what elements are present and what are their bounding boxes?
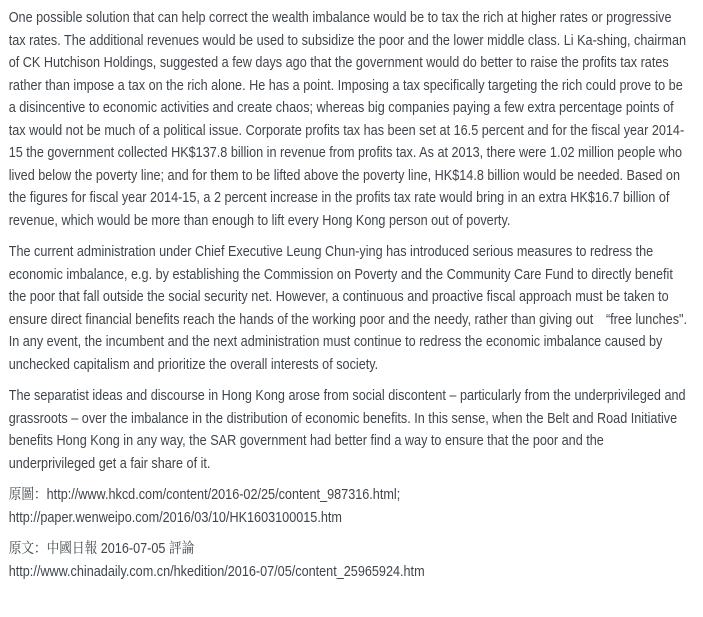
source-text-url-chinadaily: http://www.chinadaily.com.cn/hkedition/2016-07/05/content_25965924.htm [8,563,425,580]
source-original-text-block [9,538,691,583]
source-text-reference: 中國日報 2016-07-05 評論 [46,541,195,557]
source-original-image-block [9,484,691,529]
paragraph-tax-solution: One possible solution that can help correct the wealth imbalance would be to tax the rich at higher rates or progressive tax rates. The additional revenues would be used to subsidize the poor and the lower middle class. Li Ka-shing, chairman of CK Hutchison Holdings, suggested a few days ago that the government would do better to raise the profits tax rates rather than impose a tax on the rich alone. He has a point. Imposing a tax specifically targeting the rich could prove to be a disincentive to economic activities and create chaos; whereas big companies paying a few extra percentage points of tax would not be much of a political issue. Corporate profits tax has been set at 16.5 percent and for the fiscal year 2014-15 the government collected HK$137.8 billion in revenue from profits tax. As at 2013, there were 1.02 million people who lived below the poverty line; and for them to be lifted above the poverty line, HK$14.8 billion would be needed. Based on the figures for fiscal year 2014-15, a 2 percent increase in the profits tax rate would bring in an extra HK$16.7 billion of revenue, which would be more than enough to lift every Hong Kong person out of poverty. [8,10,687,229]
source-image-line-1 [9,484,691,507]
source-image-url-wenweipo: http://paper.wenweipo.com/2016/03/10/HK1603100015.htm [8,509,342,526]
paragraph-separatist-discontent: The separatist ideas and discourse in Hong Kong arose from social discontent – particularly from the underprivileged and grassroots – over the imbalance in the distribution of economic benefits. In this sense, when the Belt and Road Initiative benefits Hong Kong in any way, the SAR government had better find a way to ensure that the poor and the underprivileged get a fair share of it. [8,388,686,472]
source-text-label: 原文： [8,541,47,557]
source-text-line-1 [9,538,691,561]
paragraph-administration-measures: The current administration under Chief Executive Leung Chun-ying has introduced serious measures to redress the economic imbalance, e.g. by establishing the Commission on Poverty and the Community Care Fund to directly benefit the poor that fall outside the social security net. However, a continuous and proactive fiscal approach must be taken to ensure direct financial benefits reach the hands of the working poor and the needy, rather than giving out “free lunches". In any event, the incumbent and the next administration must continue to redress the economic imbalance caused by unchecked capitalism and prioritize the overall interests of society. [8,244,688,373]
source-image-label: 原圖： [8,487,47,503]
source-image-url-hkcd: http://www.hkcd.com/content/2016-02/25/content_987316.html; [46,487,401,503]
